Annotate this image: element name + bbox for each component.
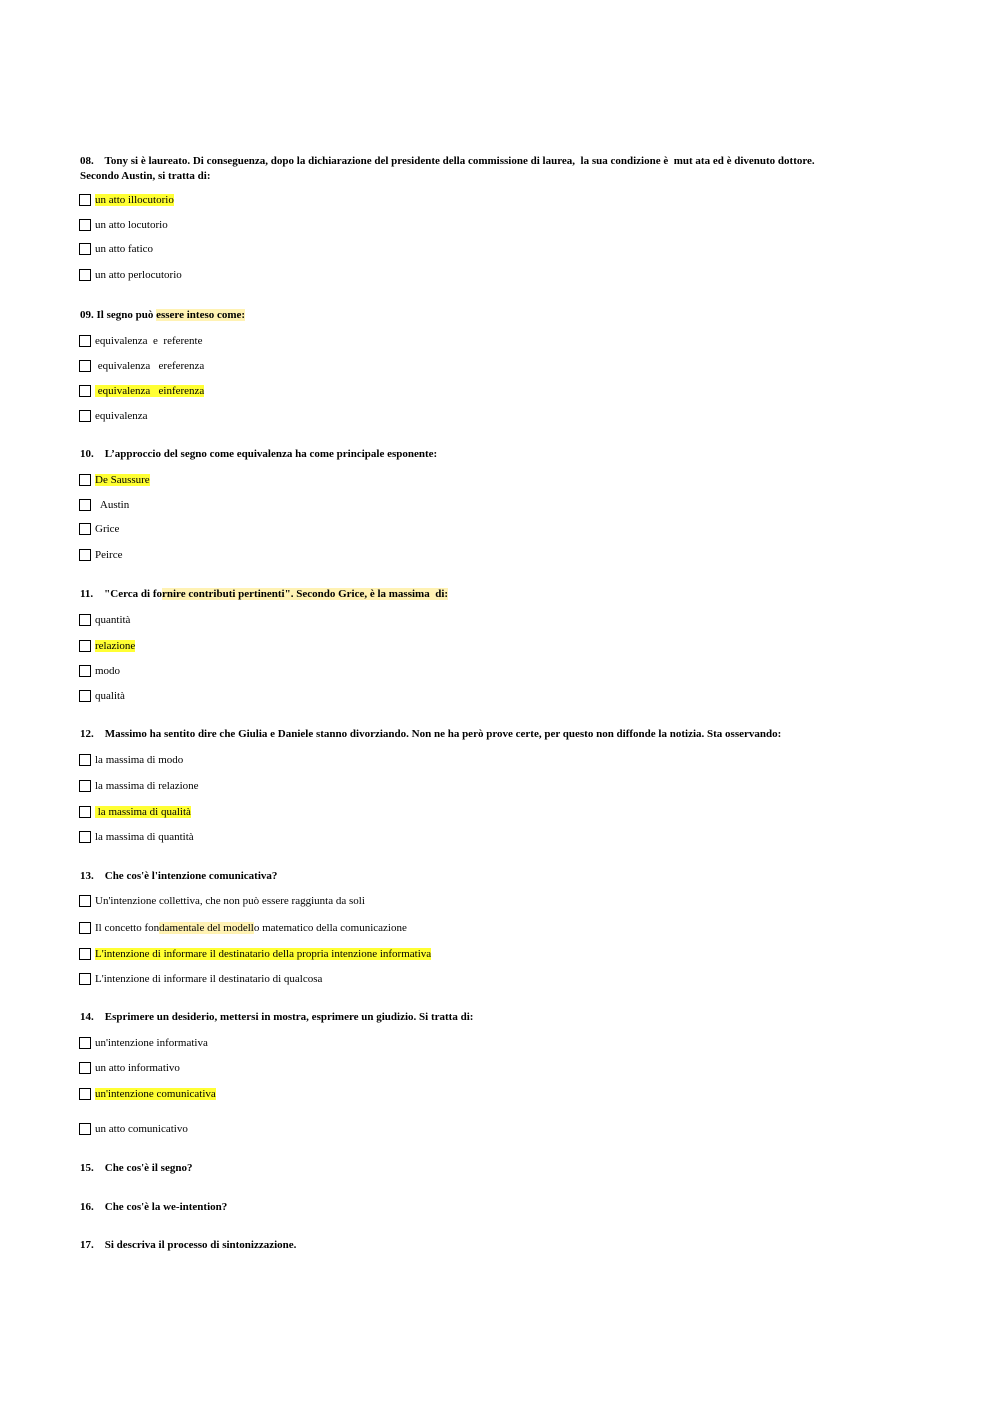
answer-option[interactable]: [79, 804, 191, 820]
answer-option[interactable]: [79, 752, 183, 768]
text-run: 13. Che cos'è l'intenzione comunicativa?: [80, 870, 278, 882]
checkbox[interactable]: [79, 1062, 91, 1074]
option-label: [95, 360, 204, 372]
option-label: [95, 410, 148, 422]
option-label: [95, 640, 135, 652]
text-run: 15. Che cos'è il segno?: [80, 1162, 193, 1174]
text-run: equivalenza: [95, 410, 148, 422]
option-label: [95, 1123, 188, 1135]
checkbox[interactable]: [79, 895, 91, 907]
text-run: un'intenzione informativa: [95, 1037, 208, 1049]
option-label: [95, 194, 174, 206]
text-run: 09. Il segno può: [80, 309, 157, 321]
text-run: quantità: [95, 614, 131, 626]
text-run: 14. Esprimere un desiderio, mettersi in mostra, esprimere un giudizio. Si tratta di:: [80, 1011, 474, 1023]
answer-option[interactable]: [79, 688, 125, 704]
answer-option[interactable]: [79, 971, 322, 987]
checkbox[interactable]: [79, 831, 91, 843]
option-label: [95, 335, 202, 347]
answer-option[interactable]: [79, 497, 129, 513]
text-run: la massima di modo: [95, 754, 184, 766]
checkbox[interactable]: [79, 922, 91, 934]
checkbox[interactable]: [79, 360, 91, 372]
checkbox[interactable]: [79, 640, 91, 652]
checkbox[interactable]: [79, 780, 91, 792]
option-label: [95, 243, 153, 255]
text-run: equivalenza ereferenza: [95, 360, 205, 372]
answer-option[interactable]: [79, 920, 407, 936]
answer-option[interactable]: [79, 521, 119, 537]
answer-option[interactable]: [79, 333, 202, 349]
checkbox[interactable]: [79, 1088, 91, 1100]
text-run: De Saussure: [95, 474, 150, 486]
answer-option[interactable]: [79, 778, 199, 794]
option-label: [95, 1037, 208, 1049]
answer-option[interactable]: [79, 267, 182, 283]
text-run: Il concetto fon: [95, 922, 160, 934]
answer-option[interactable]: [79, 1060, 180, 1076]
question-title: [80, 727, 900, 742]
option-label: [95, 806, 191, 818]
answer-option[interactable]: [79, 1035, 208, 1051]
option-label: [95, 614, 130, 626]
option-label: [95, 754, 183, 766]
option-label: [95, 895, 365, 907]
answer-option[interactable]: [79, 612, 130, 628]
text-run: Austin: [95, 499, 130, 511]
checkbox[interactable]: [79, 806, 91, 818]
checkbox[interactable]: [79, 665, 91, 677]
checkbox[interactable]: [79, 499, 91, 511]
question-title: [80, 587, 900, 602]
option-label: [95, 219, 168, 231]
option-label: [95, 665, 120, 677]
question-title: [80, 1238, 900, 1253]
question-title: [80, 1161, 900, 1176]
text-run: un atto locutorio: [95, 219, 168, 231]
checkbox[interactable]: [79, 948, 91, 960]
answer-option[interactable]: [79, 1121, 188, 1137]
text-run: L'intenzione di informare il destinatario di qualcosa: [95, 973, 323, 985]
answer-option[interactable]: [79, 217, 168, 233]
option-label: [95, 973, 322, 985]
text-run: Grice: [95, 523, 120, 535]
checkbox[interactable]: [79, 1037, 91, 1049]
option-label: [95, 385, 204, 397]
text-run: un atto illocutorio: [95, 194, 174, 206]
checkbox[interactable]: [79, 754, 91, 766]
text-run: essere inteso come:: [156, 309, 246, 321]
answer-option[interactable]: [79, 547, 122, 563]
text-run: un atto fatico: [95, 243, 154, 255]
checkbox[interactable]: [79, 523, 91, 535]
question-title: [80, 869, 900, 884]
question-title: [80, 308, 900, 323]
option-label: [95, 922, 407, 934]
text-run: equivalenza einferenza: [95, 385, 205, 397]
checkbox[interactable]: [79, 474, 91, 486]
text-run: un atto perlocutorio: [95, 269, 182, 281]
option-label: [95, 831, 194, 843]
checkbox[interactable]: [79, 243, 91, 255]
checkbox[interactable]: [79, 219, 91, 231]
text-run: un'intenzione comunicativa: [95, 1088, 216, 1100]
option-label: [95, 523, 119, 535]
option-label: [95, 690, 125, 702]
text-run: la massima di relazione: [95, 780, 199, 792]
checkbox[interactable]: [79, 1123, 91, 1135]
checkbox[interactable]: [79, 335, 91, 347]
text-run: 16. Che cos'è la we-intention?: [80, 1201, 228, 1213]
answer-option[interactable]: [79, 946, 431, 962]
text-run: rnire contributi pertinenti". Secondo Grice, è la massima di:: [161, 588, 449, 600]
answer-option[interactable]: [79, 383, 204, 399]
text-run: equivalenza e referente: [95, 335, 203, 347]
text-run: Peirce: [95, 549, 123, 561]
answer-option[interactable]: [79, 192, 174, 208]
text-run: Un'intenzione collettiva, che non può essere raggiunta da soli: [95, 895, 365, 907]
text-run: 11. "Cerca di fo: [80, 588, 162, 600]
checkbox[interactable]: [79, 269, 91, 281]
checkbox[interactable]: [79, 973, 91, 985]
text-run: 10. L’approccio del segno come equivalenza ha come principale esponente:: [80, 448, 438, 460]
text-run: modo: [95, 665, 121, 677]
option-label: [95, 1062, 180, 1074]
answer-option[interactable]: [79, 893, 365, 909]
answer-option[interactable]: [79, 663, 120, 679]
option-label: [95, 948, 431, 960]
option-label: [95, 1088, 216, 1100]
text-run: 08. Tony si è laureato. Di conseguenza, dopo la dichiarazione del presidente della commissione di laurea, la sua condizione è mut ata ed è divenuto dottore. Secondo Austin, si tratta di:: [80, 155, 815, 182]
checkbox[interactable]: [79, 410, 91, 422]
option-label: [95, 780, 199, 792]
checkbox[interactable]: [79, 690, 91, 702]
text-run: qualità: [95, 690, 125, 702]
answer-option[interactable]: [79, 358, 204, 374]
text-run: L'intenzione di informare il destinatario della propria intenzione informativa: [95, 948, 432, 960]
answer-option[interactable]: [79, 638, 135, 654]
text-run: la massima di qualità: [95, 806, 191, 818]
question-title: [80, 154, 900, 184]
answer-option[interactable]: [79, 472, 150, 488]
option-label: [95, 499, 129, 511]
text-run: la massima di quantità: [95, 831, 194, 843]
option-label: [95, 269, 182, 281]
checkbox[interactable]: [79, 549, 91, 561]
text-run: 17. Si descriva il processo di sintonizzazione.: [80, 1239, 297, 1251]
answer-option[interactable]: [79, 829, 194, 845]
text-run: relazione: [95, 640, 136, 652]
answer-option[interactable]: [79, 408, 148, 424]
checkbox[interactable]: [79, 194, 91, 206]
answer-option[interactable]: [79, 241, 153, 257]
text-run: 12. Massimo ha sentito dire che Giulia e Daniele stanno divorziando. Non ne ha però prove certe, per questo non diffonde la notizia. Sta osservando:: [80, 728, 782, 740]
checkbox[interactable]: [79, 385, 91, 397]
answer-option[interactable]: [79, 1086, 216, 1102]
text-run: un atto informativo: [95, 1062, 180, 1074]
question-title: [80, 447, 900, 462]
option-label: [95, 474, 150, 486]
option-label: [95, 549, 122, 561]
text-run: damentale del modell: [159, 922, 254, 934]
question-title: [80, 1200, 900, 1215]
question-title: [80, 1010, 900, 1025]
checkbox[interactable]: [79, 614, 91, 626]
text-run: o matematico della comunicazione: [253, 922, 407, 934]
text-run: un atto comunicativo: [95, 1123, 188, 1135]
